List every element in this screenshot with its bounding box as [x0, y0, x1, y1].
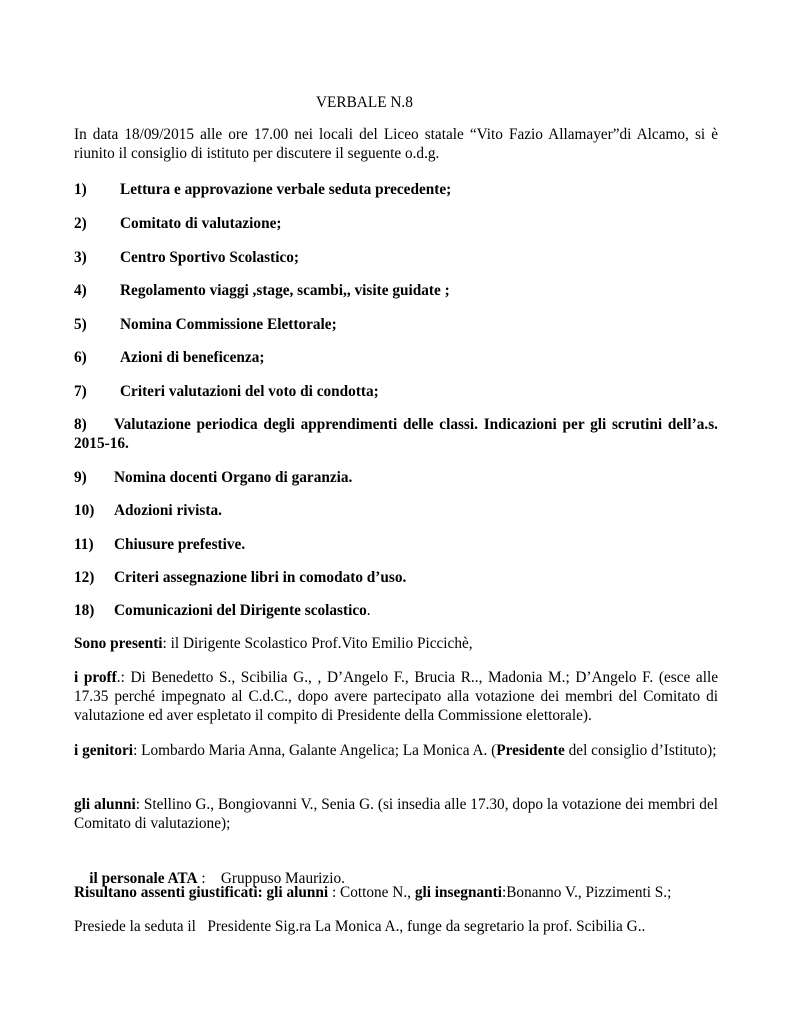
- agenda-text: Regolamento viaggi ,stage, scambi,, visite guidate ;: [120, 282, 450, 299]
- agenda-number: 18): [74, 602, 95, 619]
- alunni-paragraph: [74, 795, 718, 833]
- agenda-text: Lettura e approvazione verbale seduta precedente;: [120, 181, 452, 198]
- agenda-item: [74, 415, 718, 453]
- agenda-item: [74, 214, 718, 233]
- presenti-paragraph: [74, 634, 718, 653]
- assenti-text: : Cottone N.,: [328, 884, 415, 901]
- proff-text: .: Di Benedetto S., Scibilia G., , D’Angelo F., Brucia R.., Madonia M.; D’Angelo F. (esce alle 17.35 perché impegnato al C.d.C., dopo avere partecipato alla votazione dei membri del Comitato di valutazione ed aver espletato il compito di Presidente della Commissione elettorale).: [74, 669, 718, 724]
- agenda-number: 5): [74, 316, 87, 333]
- agenda-number: 8): [74, 416, 87, 433]
- genitori-text: : Lombardo Maria Anna, Galante Angelica; La Monica A. (: [133, 742, 497, 759]
- alunni-text: : Stellino G., Bongiovanni V., Senia G. (si insedia alle 17.30, dopo la votazione dei membri del Comitato di valutazione);: [74, 796, 718, 832]
- agenda-text: Valutazione periodica degli apprendimenti delle classi. Indicazioni per gli scrutini dell’a.s. 2015-16.: [74, 416, 718, 452]
- agenda-number: 4): [74, 282, 87, 299]
- genitori-label: i genitori: [74, 742, 134, 759]
- agenda-number: 10): [74, 502, 95, 519]
- agenda-number: 7): [74, 383, 87, 400]
- presenti-text: : il Dirigente Scolastico Prof.Vito Emilio Piccichè,: [162, 635, 473, 652]
- assenti-paragraph: [74, 883, 718, 902]
- agenda-text: Adozioni rivista.: [114, 502, 222, 519]
- proff-label: i proff: [74, 669, 117, 686]
- agenda-text: Comitato di valutazione;: [120, 215, 282, 232]
- genitori-presidente: Presidente: [496, 742, 565, 759]
- agenda-text: Comunicazioni del Dirigente scolastico: [114, 602, 367, 619]
- assenti-insegnanti-label: gli insegnanti: [414, 884, 502, 901]
- agenda-text: Criteri assegnazione libri in comodato d’uso.: [114, 569, 407, 586]
- ata-label: il personale ATA: [89, 870, 198, 887]
- agenda-number: 12): [74, 569, 95, 586]
- agenda-item: [74, 348, 718, 367]
- presiede-paragraph: Presiede la seduta il Presidente Sig.ra La Monica A., funge da segretario la prof. Scibilia G..: [74, 918, 646, 935]
- proff-paragraph: [74, 668, 718, 725]
- agenda-item: [74, 315, 718, 334]
- agenda-item: [74, 382, 718, 401]
- agenda-item: [74, 281, 718, 300]
- agenda-item: [74, 535, 718, 554]
- agenda-item: [74, 501, 718, 520]
- agenda-item: [74, 468, 718, 487]
- agenda-text: Nomina docenti Organo di garanzia.: [114, 469, 353, 486]
- agenda-number: 6): [74, 349, 87, 366]
- agenda-item: [74, 568, 718, 587]
- alunni-label: gli alunni: [74, 796, 136, 813]
- agenda-number: 11): [74, 536, 94, 553]
- assenti-label: Risultano assenti giustificati: gli alunni: [74, 884, 329, 901]
- document-title: VERBALE N.8: [316, 94, 413, 111]
- agenda-number: 2): [74, 215, 87, 232]
- agenda-number: 3): [74, 249, 87, 266]
- agenda-item: [74, 180, 718, 199]
- intro-paragraph: In data 18/09/2015 alle ore 17.00 nei locali del Liceo statale “Vito Fazio Allamayer”di Alcamo, si è riunito il consiglio di istituto per discutere il seguente o.d.g.: [74, 126, 718, 162]
- agenda-text-tail: .: [366, 602, 371, 619]
- agenda-item: [74, 601, 718, 620]
- genitori-paragraph: [74, 741, 718, 760]
- agenda-text: Centro Sportivo Scolastico;: [120, 249, 300, 266]
- agenda-number: 9): [74, 469, 87, 486]
- agenda-number: 1): [74, 181, 87, 198]
- agenda-text: Criteri valutazioni del voto di condotta;: [120, 383, 379, 400]
- agenda-text: Azioni di beneficenza;: [120, 349, 265, 366]
- ata-text: : Gruppuso Maurizio.: [197, 870, 345, 887]
- presenti-label: Sono presenti: [74, 635, 163, 652]
- agenda-text: Nomina Commissione Elettorale;: [120, 316, 337, 333]
- agenda-item: [74, 248, 718, 267]
- genitori-text-end: del consiglio d’Istituto);: [564, 742, 717, 759]
- agenda-text: Chiusure prefestive.: [114, 536, 246, 553]
- assenti-insegnanti-text: :Bonanno V., Pizzimenti S.;: [501, 884, 672, 901]
